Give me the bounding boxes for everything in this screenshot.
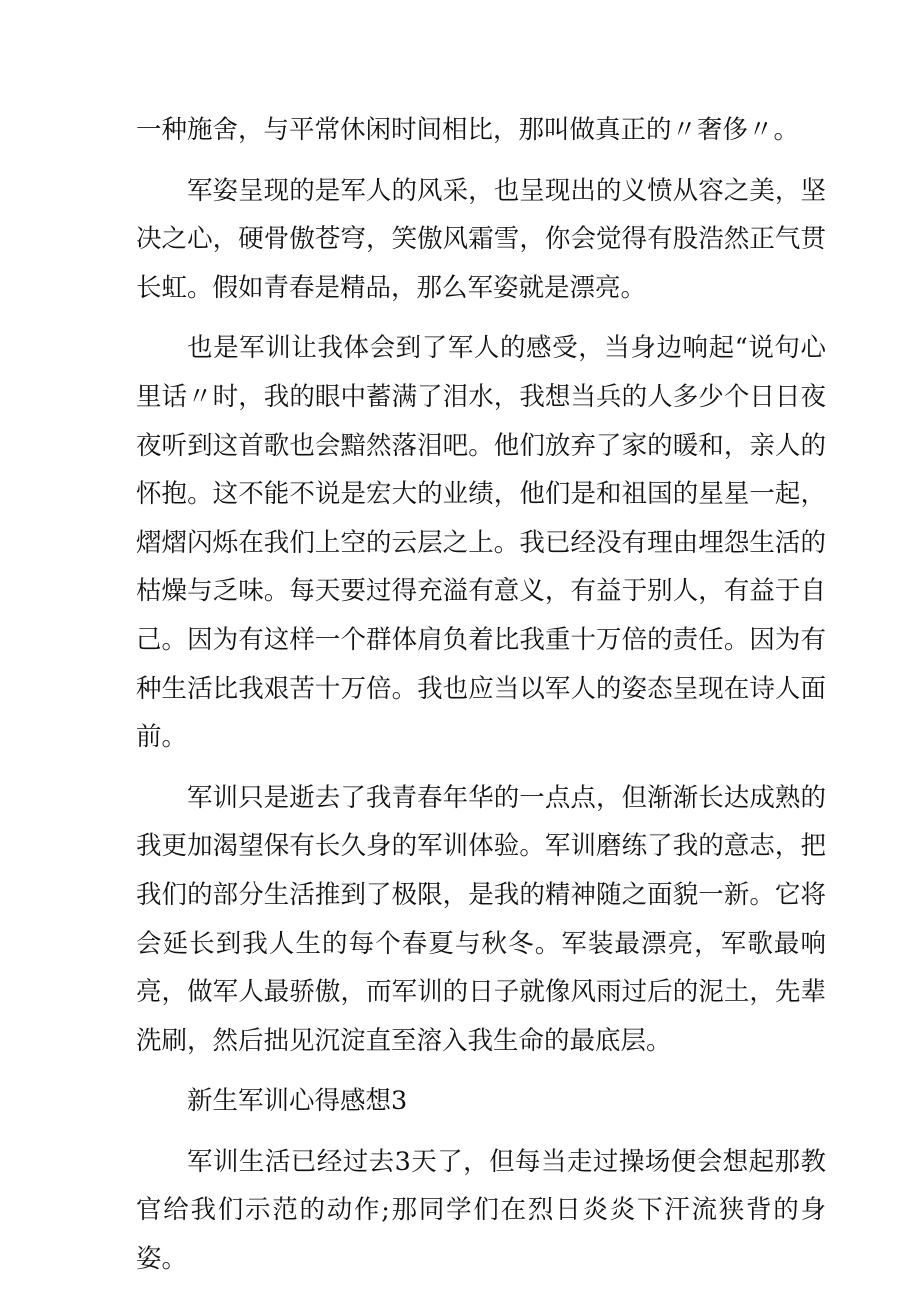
document-body bbox=[136, 106, 826, 1284]
paragraph-5: 军训生活已经过去3天了，但每当走过操场便会想起那教官给我们示范的动作;那同学们在烈日炎炎下汗流狭背的身姿。 bbox=[136, 1146, 826, 1275]
paragraph-2: 军姿呈现的是军人的风采，也呈现出的义愤从容之美，坚决之心，硬骨傲苍穹，笑傲风霜雪，你会觉得有股浩然正气贯长虹。假如青春是精品，那么军姿就是漂亮。 bbox=[136, 175, 826, 303]
paragraph-4: 军训只是逝去了我青春年华的一点点，但渐渐长达成熟的我更加渴望保有长久身的军训体验。军训磨练了我的意志，把我们的部分生活推到了极限，是我的精神随之面貌一新。它将会延长到我人生的每个春夏与秋冬。军装最漂亮，军歌最响亮，做军人最骄傲，而军训的日子就像风雨过后的泥土，先辈洗刷，然后拙见沉淀直至溶入我生命的最底层。 bbox=[136, 782, 826, 1056]
section-heading: 新生军训心得感想3 bbox=[187, 1086, 408, 1117]
paragraph-1: 一种施舍，与平常休闲时间相比，那叫做真正的〃奢侈〃。 bbox=[136, 115, 800, 145]
paragraph-3: 也是军训让我体会到了军人的感受，当身边响起“说句心里话〃时，我的眼中蓄满了泪水，我想当兵的人多少个日日夜夜听到这首歌也会黯然落泪吧。他们放弃了家的暖和，亲人的怀抱。这不能不说是宏大的业绩，他们是和祖国的星星一起，熠熠闪烁在我们上空的云层之上。我已经没有理由埋怨生活的枯燥与乏味。每天要过得充溢有意义，有益于别人，有益于自己。因为有这样一个群体肩负着比我重十万倍的责任。因为有种生活比我艰苦十万倍。我也应当以军人的姿态呈现在诗人面前。 bbox=[136, 333, 826, 753]
